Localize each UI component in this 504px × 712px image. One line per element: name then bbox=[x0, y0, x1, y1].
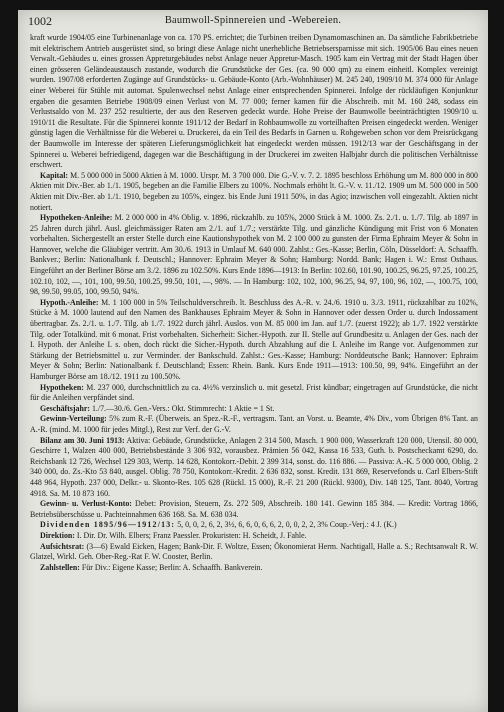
paragraph-geschaeftsjahr bbox=[30, 404, 478, 415]
document-body bbox=[30, 33, 478, 573]
paragraph-hypoth-anleihe bbox=[30, 298, 478, 383]
paragraph-text: 5% zum R.-F. (Überweis. an Spez.-R.-F., vertragsm. Tant. an Vorst. u. Beamte, 4% Div., vom Übrigen 8% Tant. an A.-R. (mind. M. 1000 für jedes Mitgl.), Rest zur Verf. der G.-V. bbox=[30, 414, 478, 434]
section-label: Hypoth.-Anleihe: bbox=[40, 297, 99, 307]
paragraph-aufsichtsrat bbox=[30, 542, 478, 563]
section-label: Gewinn-Verteilung: bbox=[40, 414, 107, 424]
paragraph-text: M. 237 000, durchschnittlich zu ca. 4½% verzinslich u. mit gesetzl. Frist kündbar; eingetragen auf Grundstücke, die nicht für die Anleihen verpfändet sind. bbox=[30, 382, 478, 403]
section-label: Hypotheken: bbox=[40, 382, 84, 392]
section-label: Hypotheken-Anleihe: bbox=[40, 213, 113, 223]
page-header bbox=[26, 14, 480, 30]
paragraph-gewinn-verlust bbox=[30, 499, 478, 520]
paragraph-kapital bbox=[30, 171, 478, 213]
paragraph-direktion bbox=[30, 531, 478, 542]
paragraph-text: M. 2 000 000 in 4% Oblig. v. 1896, rückzahlb. zu 105%, 2000 Stück à M. 1000. Zs. 2./1. u. 1./7. Tilg. ab 1897 in 25 Jahren durch jährl. Ausl. gleichmässiger Raten am 2./1. auf 1./7.; verstärkte Tilg. und gänzliche Kündigung mit Frist von 6 Monaten vorbehalten. Sichergestellt an erster Stelle durch eine Kautionshypothek von M. 2 100 000 zu gunsten der Firma Ephraim Meyer & Sohn in Hannover, welche die Gläubiger vertritt. Am 30./6. 1913 in Umlauf M. 640 000. Zahlst.: Ges.-Kasse; Berlin, Cöln, Düsseldorf: A. Schaaffh. Bankver.; Berlin: Nationalbank f. Deutschl.; Hannover: Ephraim Meyer & Sohn; Hamburg: Nordd. Bank; Hagen i. W.: Ernst Osthaus. Eingeführt an der Berliner Börse am 3./2. 1896 zu 102.50%. Kurs Ende 1896—1913: In Berlin: 102.60, 101.90, 100.25, 96.25, 97.25, 100.25, 102.10, 102, —, 101, 100, 99.50, 100.25, 99.50, 101, —, 98%. — In Hamburg: 102, 102, 100, 96.25, 94, 97, 100, 96, 102, —, 100.75, 100, 98, 99.50, 99.05, 100, 99.50, 94%. bbox=[30, 213, 478, 297]
document-page bbox=[18, 10, 488, 712]
paragraph-bilanz bbox=[30, 436, 478, 500]
paragraph-text: Aktiva: Gebäude, Grundstücke, Anlagen 2 314 500, Masch. 1 900 000, Wasserkraft 120 000, Utensil. 80 000, Geschirre 1, Walzen 400 000, Betriebsbestände 3 306 932, vorausbez. Prämien 56 042, Kassa 16 533, Guth. b. Postscheckamt 6290, do. Reichsbank 12 726, Wechsel 129 303, Wertp. 14 628, Kontokorr.-Debit. 2 399 314, sonst. do. 116 886. — Passiva: A.-K. 5 000 000, Oblig. 2 340 000, do. Zs.-Kto 53 840, ausgel. Oblig. 78 750, Kontokorr.-Kredit. 2 636 832, sonst. Kredit. 131 869, Reservefonds u. Carl Elbers-Stift 448 964, Hypoth. 237 000, Delkr.- u. Skonto-Res. 105 628 (Rückl. 15 000), R.-F. 21 200 (Rückl. 9300), Div. 148 125, Tant. 8040, Vortrag 4918. Sa. M. 10 873 160. bbox=[30, 435, 478, 498]
paragraph-text: (3—6) Ewald Eicken, Hagen; Bank-Dir. F. Woltze, Essen; Ökonomierat Herm. Nachtigall, Halle a. S.; Rechtsanwalt R. W. Glatzel, Wirkl. Geh. Ober-Reg.-Rat F. W. Cooster, Berlin. bbox=[30, 541, 478, 562]
paragraph-hypotheken-anleihe bbox=[30, 213, 478, 298]
section-label: Bilanz am 30. Juni 1913: bbox=[40, 435, 125, 445]
paragraph-history bbox=[30, 33, 478, 171]
paragraph-hypotheken bbox=[30, 383, 478, 404]
paragraph-zahlstellen bbox=[30, 563, 478, 574]
section-label: Aufsichtsrat: bbox=[40, 541, 85, 551]
paragraph-text: 1./7.—30./6. Gen.-Vers.: Okt. Stimmrecht: 1 Aktie = 1 St. bbox=[91, 403, 275, 413]
paragraph-text: Debet: Provision, Steuern, Zs. 272 509, Abschreib. 180 141. Gewinn 185 384. — Kredit: Vortrag 1866, Betriebsüberschüsse u. Pachteinnahmen 636 168. Sa. M. 638 034. bbox=[30, 499, 478, 519]
running-title: Baumwoll-Spinnereien und -Webereien. bbox=[164, 15, 342, 26]
section-label: Zahlstellen: bbox=[40, 562, 80, 572]
paragraph-text: M. 5 000 000 in 5000 Aktien à M. 1000. Urspr. M. 3 700 000. Die G.-V. v. 7. 2. 1895 beschloss Erhöhung um M. 800 000 in 800 Aktien mit Div.-Ber. ab 1./1. 1905, begeben an die Familie Elbers zu 100%. Nochmals erhöht lt. G.-V. v. 11./12. 1909 um M. 500 000 in 500 Aktien mit Div.-Ber. ab 1./1. 1910, begeben zu 105%, eingez. bis Ende Juni 1911 50%, in das Agio; inzwischen voll eingezahlt. Aktien nicht notiert. bbox=[30, 170, 478, 212]
section-label: Kapital: bbox=[40, 170, 69, 180]
paragraph-dividenden bbox=[30, 520, 478, 531]
paragraph-text: Für Div.: Eigene Kasse; Berlin: A. Schaaffh. Bankverein. bbox=[81, 562, 263, 572]
paragraph-text: M. 1 100 000 in 5% Teilschuldverschreib. lt. Beschluss des A.-R. v. 24./6. 1910 u. 3./3. 1911, rückzahlbar zu 102%, Stücke à M. 1000 lautend auf den Namen des Bankhauses Ephraim Meyer & Sohn in Hannover oder dessen Order u. durch Indossament übertragbar. Zs. 2./1. u. 1./7. Tilg. ab 1./7. 1922 durch jährl. Auslos. von M. 85 000 im Jan. auf 1./7. (zuerst 1922); ab 1./7. 1922 verstärkte Tilg. oder Totalkünd. mit 6 monat. Frist vorbehalten. Sicherheit: Sicher.-Hypoth. zur II. Stelle auf Grundbesitz u. Anlagen der Ges. nach der I. Hypoth. der Anleihe I. s. oben, doch rückt die Sicher.-Hypoth. durch Abzahlung auf die I. Anleihe im Range vor. Aufgenommen zur Stärkung der Betriebsmittel u. zur Verminder. der Bankschuld. Zahlst.: Ges.-Kasse; Hamburg: Norddeutsche Bank; Hannover: Ephraim Meyer & Sohn; Berlin: Nationalbank f. Deutschland; Essen: Rhein. Bank. Kurs Ende 1911—1913: 100.50, 99, 94%. Eingeführt an der Hamburger Börse am 18./12. 1911 zu 100.50%. bbox=[30, 297, 479, 381]
section-label: Geschäftsjahr: bbox=[40, 403, 90, 413]
paragraph-text: I. Dir. Dr. Wilh. Elbers; Franz Paessler. Prokuristen: H. Scheidt, J. Fahle. bbox=[76, 530, 307, 540]
paragraph-text: kraft wurde 1904/05 eine Turbinenanlage von ca. 170 PS. errichtet; die Turbinen treiben Dynamomaschinen an. Da sämtliche Fabrikbetriebe mit elektrischem Antrieb ausgerüstet sind, so bringt diese Anlage nicht unerhebliche Betriebsersparnisse mit sich. 1905/06 Bau eines neuen Verwalt.-Gebäudes u. eines grossen Appreturgebäudes nebst Anlage neuer Appretur-Masch. 1905 kam ein Vertrag mit der Stadt Hagen über einen grösseren Geländeaustausch zustande, wodurch die Grundstücke der Ges. (ca. 90 000 qm) zu einem einheitl. Komplex vereinigt wurden. 1907/08 erforderten Zugänge auf Grundstücks- u. Gebäude-Konto (Arb.-Wohnhäuser) M. 245 240, 1909/10 M. 374 000 für Anlage einer Weberei für Stühle mit automat. Spulenwechsel nebst Anlage einer entsprechenden Spinnerei. Infolge der rückläufigen Konjunktur ergaben die gesamten Betriebe 1908/09 einen Verlust von M. 77 000; ferner kamen für die Abschreib. mit M. 160 248, sodass ein Verlustsaldo von M. 237 252 resultierte, der aus den Reserven gedeckt wurde. Hohe Preise der Baumwolle beeinträchtigten 1909/10 u. 1910/11 die Resultate. Für die Spinnerei konnte 1911/12 der Bedarf in Rohbaumwolle zu vorteilhaften Preisen eingedeckt werden. Weniger günstig lagen die Verhältnisse für die Weberei u. Druckerei, da ein Teil des Bedarfs in Garnen u. Rohgeweben schon vor dem Preisrückgang der Baumwolle im Interesse der späteren Lieferungsmöglichkeit hat eingedeckt werden müssen. 1912/13 war der Geschäftsgang in der Spinnerei u. Weberei befriedigend, dagegen war die Beschäftigung in der Druckerei im zweiten Halbjahr durch die politischen Verhältnisse erschwert. bbox=[30, 33, 478, 170]
paragraph-gewinn-verteilung bbox=[30, 414, 478, 435]
paragraph-text: 5, 0, 0, 2, 6, 2, 3½, 6, 6, 0, 6, 6, 2, 0, 0, 2, 2, 3% Coup.-Verj.: 4 J. (K.) bbox=[177, 520, 397, 530]
section-label: Gewinn- u. Verlust-Konto: bbox=[40, 499, 132, 509]
page-number: 1002 bbox=[28, 14, 52, 28]
section-label: Direktion: bbox=[40, 530, 75, 540]
section-label: Dividenden 1895/96—1912/13: bbox=[40, 520, 176, 530]
